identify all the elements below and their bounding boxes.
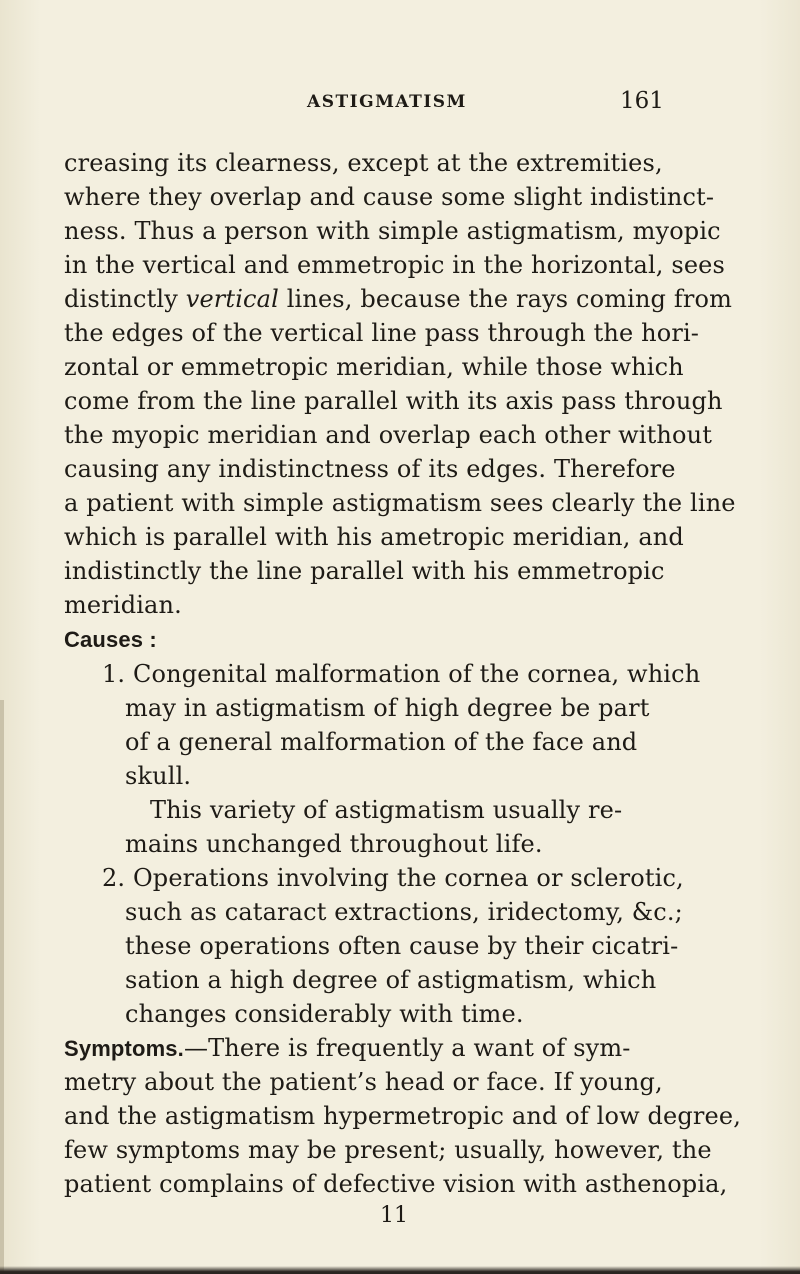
text-line: indistinctly the line parallel with his emmetropic	[64, 557, 665, 585]
signature-mark: 11	[380, 1203, 408, 1228]
text-line: causing any indistinctness of its edges. Therefore	[64, 455, 676, 483]
text-line: meridian.	[64, 591, 182, 619]
causes-heading: Causes :	[64, 627, 157, 652]
page-edge-bottom	[0, 1266, 800, 1274]
text-line: where they overlap and cause some slight indistinct-	[64, 183, 715, 211]
page-edge-left	[0, 700, 4, 1274]
running-header: ASTIGMATISM	[307, 92, 467, 112]
cause-2-line: sation a high degree of astigmatism, which	[125, 966, 657, 994]
cause-2-line: 2. Operations involving the cornea or sclerotic,	[102, 864, 684, 892]
text-line: which is parallel with his ametropic meridian, and	[64, 523, 684, 551]
text-line: in the vertical and emmetropic in the horizontal, sees	[64, 251, 725, 279]
cause-2-line: these operations often cause by their cicatri-	[125, 932, 679, 960]
cause-2-line: changes considerably with time.	[125, 1000, 524, 1028]
text-line: come from the line parallel with its axis pass through	[64, 387, 723, 415]
text-span: lines, because the rays coming from	[278, 285, 733, 313]
text-line: the edges of the vertical line pass through the hori-	[64, 319, 700, 347]
symptoms-line: few symptoms may be present; usually, however, the	[64, 1136, 712, 1164]
symptoms-heading: Symptoms.	[64, 1036, 184, 1061]
cause-1-note-line: This variety of astigmatism usually re-	[150, 796, 623, 824]
text-line: zontal or emmetropic meridian, while those which	[64, 353, 684, 381]
symptoms-line: and the astigmatism hypermetropic and of low degree,	[64, 1102, 742, 1130]
text-line	[64, 284, 732, 314]
page-number: 161	[620, 88, 664, 114]
symptoms-line: metry about the patient’s head or face. If young,	[64, 1068, 663, 1096]
text-line: the myopic meridian and overlap each other without	[64, 421, 713, 449]
symptoms-line: patient complains of defective vision with asthenopia,	[64, 1170, 728, 1198]
emphasis-vertical: vertical	[185, 285, 279, 313]
text-line: creasing its clearness, except at the extremities,	[64, 149, 663, 177]
text-line: a patient with simple astigmatism sees clearly the line	[64, 489, 736, 517]
cause-1-line: of a general malformation of the face and	[125, 728, 638, 756]
text-span: distinctly	[64, 285, 186, 313]
cause-2-line: such as cataract extractions, iridectomy, &c.;	[125, 898, 683, 926]
cause-1-note-line: mains unchanged throughout life.	[125, 830, 543, 858]
cause-1-line: skull.	[125, 762, 192, 790]
symptoms-text: —There is frequently a want of sym-	[183, 1034, 631, 1062]
text-line: ness. Thus a person with simple astigmatism, myopic	[64, 217, 721, 245]
cause-1-line: may in astigmatism of high degree be part	[125, 694, 650, 722]
symptoms-first-line	[64, 1033, 631, 1064]
cause-1-line: 1. Congenital malformation of the cornea, which	[102, 660, 701, 688]
